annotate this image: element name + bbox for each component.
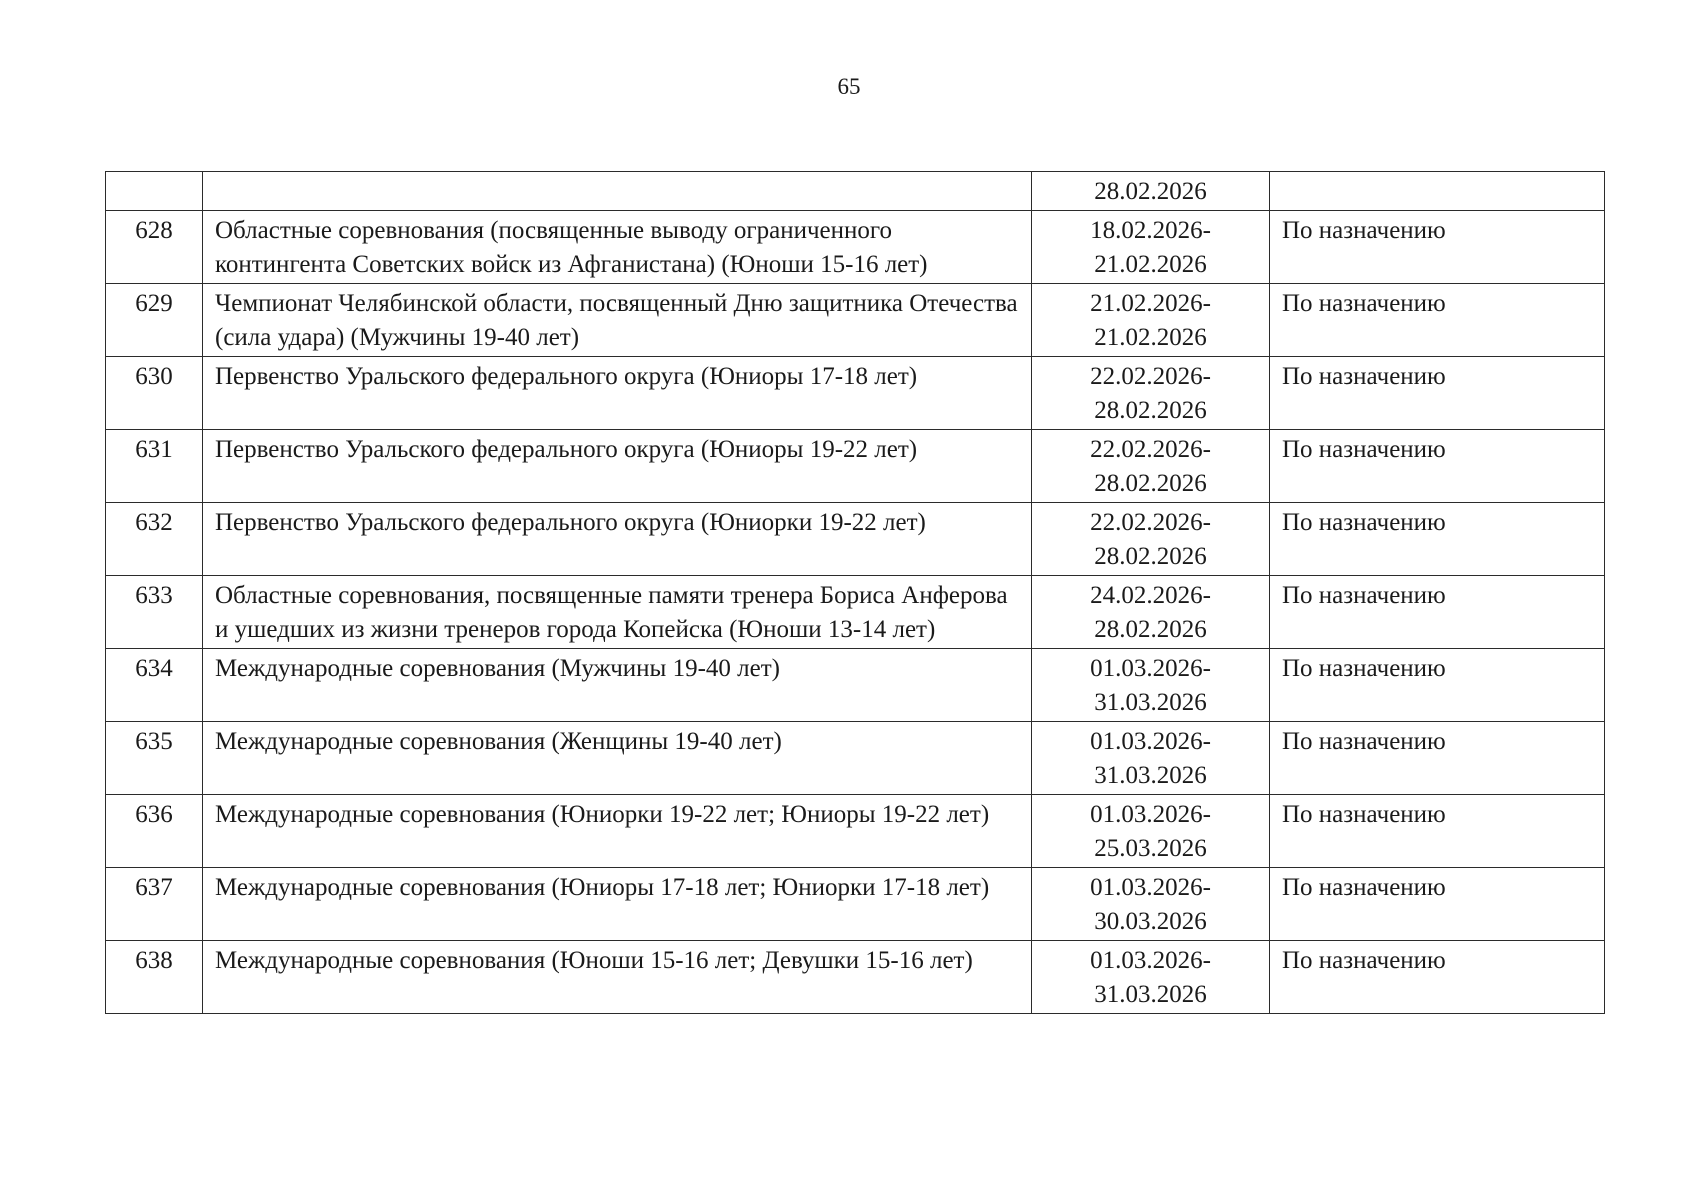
cell-event-name: Международные соревнования (Женщины 19-40 лет) — [203, 722, 1032, 795]
cell-date — [1032, 868, 1270, 941]
cell-event-name: Областные соревнования (посвященные выводу ограниченного контингента Советских войск из Афганистана) (Юноши 15-16 лет) — [203, 211, 1032, 284]
cell-date — [1032, 576, 1270, 649]
date-end: 21.02.2026 — [1094, 324, 1207, 351]
cell-date — [1032, 941, 1270, 1014]
page-number: 65 — [837, 74, 861, 99]
cell-place: По назначению — [1270, 868, 1605, 941]
cell-num: 629 — [106, 284, 203, 357]
cell-num: 638 — [106, 941, 203, 1014]
cell-event-name: Международные соревнования (Юниорки 19-22 лет; Юниоры 19-22 лет) — [203, 795, 1032, 868]
cell-date — [1032, 357, 1270, 430]
cell-place: По назначению — [1270, 284, 1605, 357]
date-end: 28.02.2026 — [1094, 470, 1207, 497]
date-end: 21.02.2026 — [1094, 251, 1207, 278]
table-row — [106, 576, 1605, 649]
cell-event-name: Международные соревнования (Юниоры 17-18 лет; Юниорки 17-18 лет) — [203, 868, 1032, 941]
date-start: 22.02.2026- — [1090, 436, 1211, 463]
table-row — [106, 357, 1605, 430]
cell-event-name — [203, 172, 1032, 211]
cell-place: По назначению — [1270, 649, 1605, 722]
cell-place: По назначению — [1270, 941, 1605, 1014]
table-row — [106, 430, 1605, 503]
table-row — [106, 795, 1605, 868]
date-end: 25.03.2026 — [1094, 835, 1207, 862]
events-table — [105, 171, 1605, 1014]
cell-event-name: Международные соревнования (Юноши 15-16 лет; Девушки 15-16 лет) — [203, 941, 1032, 1014]
cell-place: По назначению — [1270, 503, 1605, 576]
cell-place: По назначению — [1270, 357, 1605, 430]
cell-num: 628 — [106, 211, 203, 284]
table-row — [106, 941, 1605, 1014]
cell-date — [1032, 649, 1270, 722]
table-row — [106, 284, 1605, 357]
date-end: 30.03.2026 — [1094, 908, 1207, 935]
cell-date: 28.02.2026 — [1032, 172, 1270, 211]
table-row — [106, 868, 1605, 941]
cell-num: 633 — [106, 576, 203, 649]
date-start: 01.03.2026- — [1090, 801, 1211, 828]
cell-place: По назначению — [1270, 576, 1605, 649]
cell-date — [1032, 430, 1270, 503]
date-end: 28.02.2026 — [1094, 616, 1207, 643]
cell-event-name: Первенство Уральского федерального округа (Юниоры 17-18 лет) — [203, 357, 1032, 430]
table-row — [106, 503, 1605, 576]
date-start: 01.03.2026- — [1090, 728, 1211, 755]
date-start: 22.02.2026- — [1090, 363, 1211, 390]
cell-place: По назначению — [1270, 430, 1605, 503]
cell-date — [1032, 503, 1270, 576]
date-end: 28.02.2026 — [1094, 543, 1207, 570]
cell-date — [1032, 795, 1270, 868]
cell-place: По назначению — [1270, 211, 1605, 284]
date-start: 01.03.2026- — [1090, 874, 1211, 901]
date-start: 24.02.2026- — [1090, 582, 1211, 609]
cell-event-name: Областные соревнования, посвященные памяти тренера Бориса Анферова и ушедших из жизни тренеров города Копейска (Юноши 13-14 лет) — [203, 576, 1032, 649]
cell-num: 631 — [106, 430, 203, 503]
table-row — [106, 649, 1605, 722]
cell-num: 634 — [106, 649, 203, 722]
date-end: 31.03.2026 — [1094, 981, 1207, 1008]
cell-event-name: Первенство Уральского федерального округа (Юниоры 19-22 лет) — [203, 430, 1032, 503]
cell-num — [106, 172, 203, 211]
date-start: 01.03.2026- — [1090, 655, 1211, 682]
cell-date — [1032, 211, 1270, 284]
cell-date — [1032, 722, 1270, 795]
date-start: 18.02.2026- — [1090, 217, 1211, 244]
cell-place — [1270, 172, 1605, 211]
cell-num: 635 — [106, 722, 203, 795]
events-table-body — [106, 172, 1605, 1014]
date-end: 28.02.2026 — [1094, 397, 1207, 424]
cell-num: 632 — [106, 503, 203, 576]
date-start: 01.03.2026- — [1090, 947, 1211, 974]
table-row — [106, 211, 1605, 284]
cell-num: 636 — [106, 795, 203, 868]
cell-event-name: Первенство Уральского федерального округа (Юниорки 19-22 лет) — [203, 503, 1032, 576]
date-start: 21.02.2026- — [1090, 290, 1211, 317]
cell-event-name: Чемпионат Челябинской области, посвященный Дню защитника Отечества (сила удара) (Мужчины 19-40 лет) — [203, 284, 1032, 357]
cell-num: 630 — [106, 357, 203, 430]
date-end: 31.03.2026 — [1094, 689, 1207, 716]
cell-date — [1032, 284, 1270, 357]
cell-place: По назначению — [1270, 722, 1605, 795]
table-row — [106, 722, 1605, 795]
cell-event-name: Международные соревнования (Мужчины 19-40 лет) — [203, 649, 1032, 722]
cell-num: 637 — [106, 868, 203, 941]
table-row-continuation — [106, 172, 1605, 211]
date-start: 22.02.2026- — [1090, 509, 1211, 536]
date-end: 31.03.2026 — [1094, 762, 1207, 789]
cell-place: По назначению — [1270, 795, 1605, 868]
